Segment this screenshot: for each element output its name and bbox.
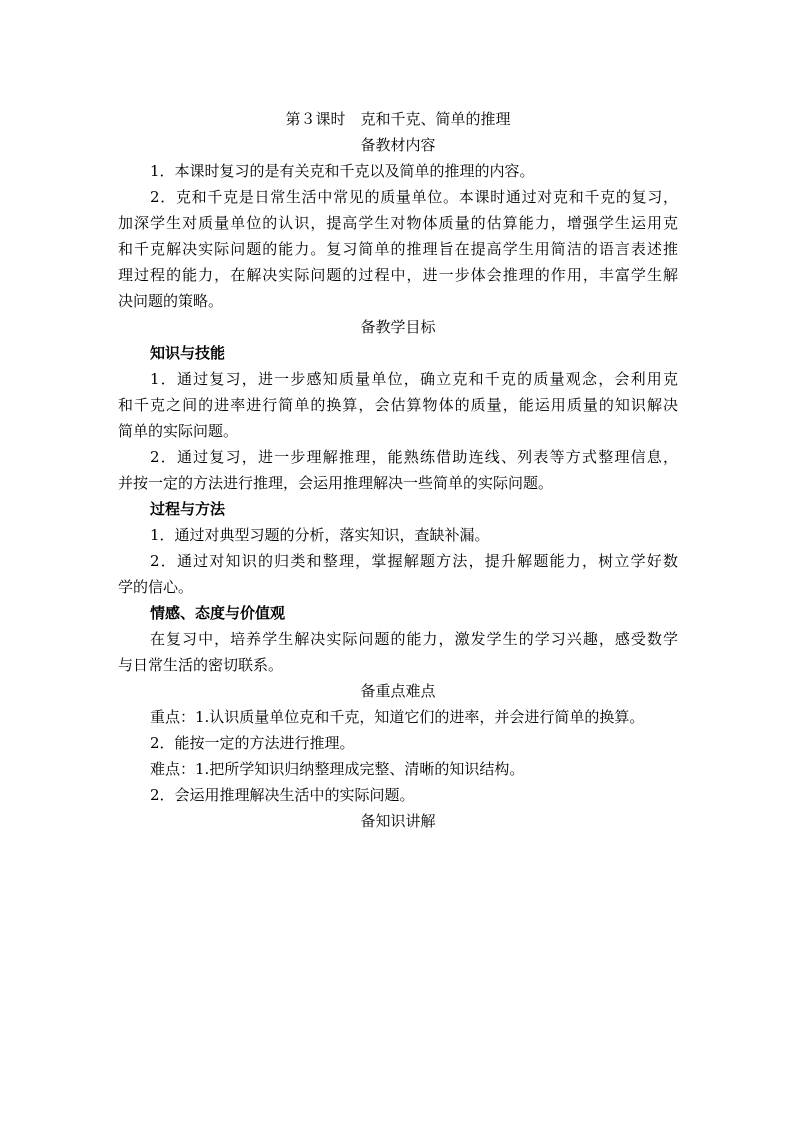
subheading-process-methods: 过程与方法 [150,500,226,518]
subheading-knowledge-skills: 知识与技能 [150,344,226,362]
attitudes-line-2: 与日常生活的密切联系。 [118,656,284,674]
knowledge-item-1-line-3: 简单的实际问题。 [118,422,239,440]
materials-item-1: 1．本课时复习的是有关克和千克以及简单的推理的内容。 [150,162,535,180]
knowledge-item-1-line-2: 和千克之间的进率进行简单的换算，会估算物体的质量，能运用质量的知识解决 [118,396,678,414]
knowledge-item-1-line-1: 1．通过复习，进一步感知质量单位，确立克和千克的质量观念，会利用克 [150,370,678,388]
subheading-attitudes-values: 情感、态度与价值观 [150,604,286,622]
materials-item-2-line-5: 决问题的策略。 [118,292,224,310]
materials-item-2-line-4: 理过程的能力，在解决实际问题的过程中，进一步体会推理的作用，丰富学生解 [118,266,678,284]
attitudes-line-1: 在复习中，培养学生解决实际问题的能力，激发学生的学习兴趣，感受数学 [150,630,678,648]
materials-item-2-line-1: 2．克和千克是日常生活中常见的质量单位。本课时通过对克和千克的复习， [150,188,678,206]
section-heading-knowledge-explanation: 备知识讲解 [360,812,436,830]
section-heading-objectives: 备教学目标 [360,318,436,336]
key-point-1: 重点：1.认识质量单位克和千克，知道它们的进率，并会进行简单的换算。 [150,708,645,726]
knowledge-item-2-line-1: 2．通过复习，进一步理解推理，能熟练借助连线、列表等方式整理信息， [150,448,678,466]
difficult-point-2: 2．会运用推理解决生活中的实际问题。 [150,786,415,804]
difficult-point-1: 难点：1.把所学知识归纳整理成完整、清晰的知识结构。 [150,760,525,778]
section-heading-materials: 备教材内容 [360,136,436,154]
materials-item-2-line-2: 加深学生对质量单位的认识，提高学生对物体质量的估算能力，增强学生运用克 [118,214,678,232]
knowledge-item-2-line-2: 并按一定的方法进行推理，会运用推理解决一些简单的实际问题。 [118,474,554,492]
process-item-2-line-1: 2．通过对知识的归类和整理，掌握解题方法，提升解题能力，树立学好数 [150,552,678,570]
materials-item-2-line-3: 和千克解决实际问题的能力。复习简单的推理旨在提高学生用简洁的语言表述推 [118,240,678,258]
document-page [118,106,678,834]
section-heading-key-difficult: 备重点难点 [360,682,436,700]
key-point-2: 2．能按一定的方法进行推理。 [150,734,355,752]
process-item-2-line-2: 学的信心。 [118,578,194,596]
lesson-title: 第３课时 克和千克、简单的推理 [285,110,511,128]
process-item-1: 1．通过对典型习题的分析，落实知识，查缺补漏。 [150,526,490,544]
